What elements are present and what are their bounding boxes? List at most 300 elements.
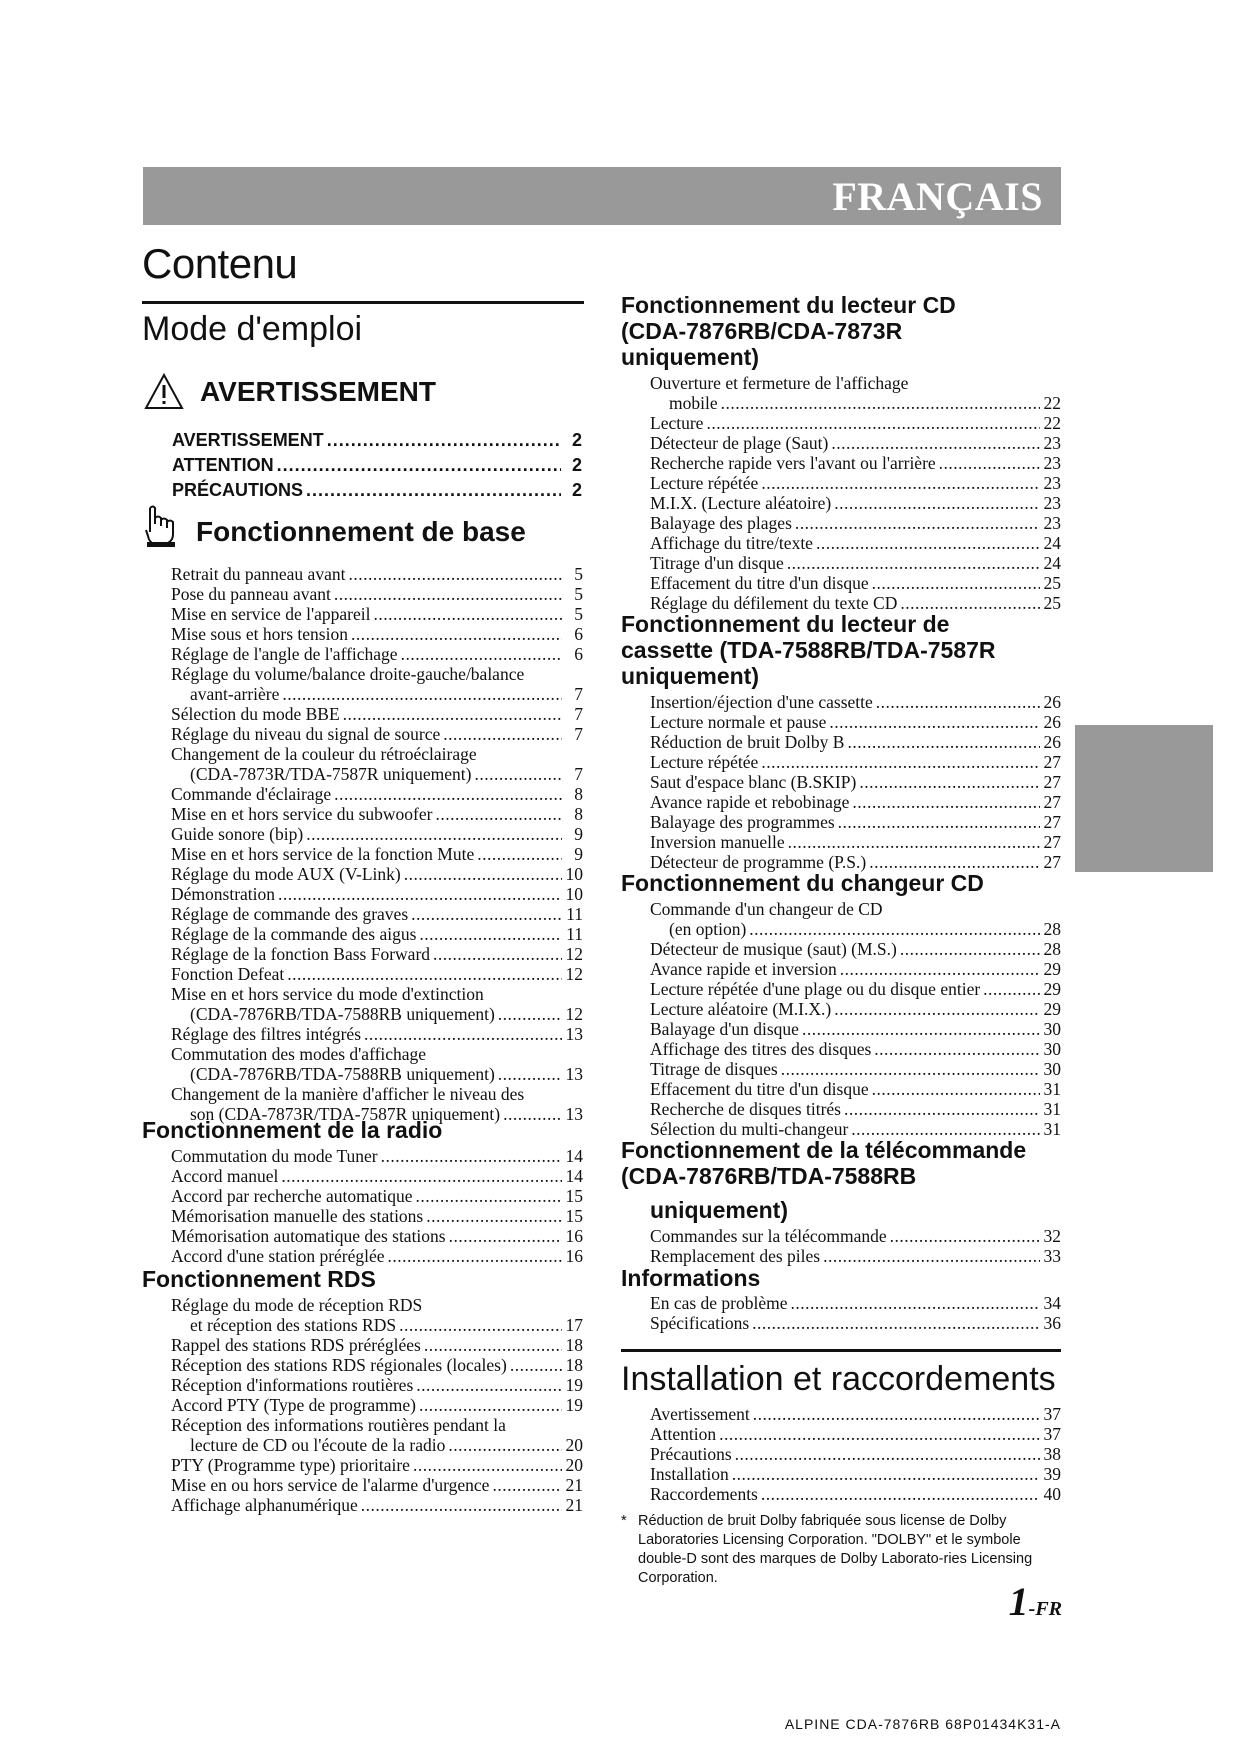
- section-heading-line: uniquement): [621, 344, 759, 370]
- toc-entry-line: Réglage du volume/balance droite-gauche/balance: [171, 664, 525, 684]
- toc-entry-label: Mise en et hors service du subwoofer: [171, 804, 433, 824]
- toc-entry: [650, 393, 1061, 413]
- footer-code: ALPINE CDA-7876RB 68P01434K31-A: [784, 1716, 1061, 1732]
- toc-leader-dots: [281, 1166, 562, 1186]
- toc-entry-label: Réglage de commande des graves: [171, 904, 409, 924]
- toc-leader-dots: [348, 564, 562, 584]
- toc-entry-page: 30: [1043, 1019, 1061, 1039]
- toc-entry: [650, 919, 1061, 939]
- toc-entry-page: 23: [1043, 493, 1061, 513]
- toc-leader-dots: [498, 1064, 562, 1084]
- toc-entry: [171, 904, 583, 924]
- toc-entry-label: Lecture aléatoire (M.I.X.): [650, 999, 832, 1019]
- toc-entry: [171, 704, 583, 724]
- toc-leader-dots: [719, 1424, 1040, 1444]
- toc-entry-page: 2: [571, 480, 582, 500]
- toc-entry: [650, 999, 1061, 1019]
- toc-entry: [650, 1099, 1061, 1119]
- toc-entry-label: Effacement du titre d'un disque: [650, 1079, 869, 1099]
- toc-entry: [650, 413, 1061, 433]
- toc-leader-dots: [838, 812, 1040, 832]
- toc-entry-page: 20: [565, 1455, 583, 1475]
- toc-entry-page: 12: [565, 944, 583, 964]
- toc-entry: [650, 692, 1061, 712]
- toc-entry: [171, 1455, 583, 1475]
- toc-entry-page: 15: [565, 1206, 583, 1226]
- toc-entry-page: 16: [565, 1246, 583, 1266]
- toc-leader-dots: [415, 1186, 562, 1206]
- toc-entry-page: 9: [574, 824, 583, 844]
- toc-entry-label: mobile: [669, 393, 718, 413]
- toc-entry: [171, 684, 583, 704]
- toc-entry-page: 5: [574, 604, 583, 624]
- toc-entry-line: Changement de la couleur du rétroéclairage: [171, 744, 477, 764]
- toc-entry-label: Détecteur de plage (Saut): [650, 433, 829, 453]
- toc-entry-label: Recherche rapide vers l'avant ou l'arrière: [650, 453, 936, 473]
- toc-entry-page: 17: [565, 1315, 583, 1335]
- info-heading: Informations: [621, 1265, 761, 1291]
- toc-entry-label: M.I.X. (Lecture aléatoire): [650, 493, 832, 513]
- toc-leader-dots: [732, 1464, 1040, 1484]
- toc-entry-page: 19: [565, 1395, 583, 1415]
- toc-entry-page: 13: [565, 1104, 583, 1124]
- cassette-list: [650, 692, 1061, 872]
- toc-entry: [650, 593, 1061, 613]
- warning-section: [144, 372, 584, 501]
- install-heading: Installation et raccordements: [621, 1360, 1056, 1398]
- toc-entry-page: 7: [574, 704, 583, 724]
- toc-entry-label: Insertion/éjection d'une cassette: [650, 692, 873, 712]
- toc-leader-dots: [411, 904, 562, 924]
- toc-entry-page: 30: [1043, 1039, 1061, 1059]
- toc-entry-label: Accord d'une station préréglée: [171, 1246, 385, 1266]
- toc-entry-label: (CDA-7873R/TDA-7587R uniquement): [190, 764, 472, 784]
- toc-leader-dots: [277, 455, 561, 476]
- toc-entry: [171, 624, 583, 644]
- toc-entry-page: 27: [1043, 832, 1061, 852]
- toc-entry-label: Avance rapide et inversion: [650, 959, 837, 979]
- toc-entry-page: 26: [1043, 732, 1061, 752]
- toc-entry: [650, 1119, 1061, 1139]
- toc-leader-dots: [424, 1335, 562, 1355]
- toc-entry: [650, 493, 1061, 513]
- warning-heading: AVERTISSEMENT: [200, 376, 436, 407]
- toc-entry: [171, 1495, 583, 1515]
- toc-leader-dots: [823, 1246, 1040, 1266]
- toc-entry: [171, 1146, 583, 1166]
- changer-heading: Fonctionnement du changeur CD: [621, 870, 984, 896]
- warning-triangle-icon: [144, 373, 184, 411]
- toc-entry: [650, 852, 1061, 872]
- toc-entry: [171, 824, 583, 844]
- toc-leader-dots: [788, 832, 1040, 852]
- toc-entry-label: Affichage du titre/texte: [650, 533, 813, 553]
- toc-entry-label: Lecture normale et pause: [650, 712, 827, 732]
- toc-entry: [171, 1475, 583, 1495]
- toc-entry-page: 23: [1043, 433, 1061, 453]
- toc-leader-dots: [474, 764, 562, 784]
- toc-entry-page: 13: [565, 1024, 583, 1044]
- toc-entry-page: 27: [1043, 852, 1061, 872]
- toc-entry-label: Titrage d'un disque: [650, 553, 784, 573]
- toc-leader-dots: [449, 1226, 562, 1246]
- toc-entry-line: Réception des informations routières pendant la: [171, 1415, 506, 1435]
- toc-entry: [650, 1079, 1061, 1099]
- dolby-footnote: [621, 1512, 1061, 1588]
- toc-entry-page: 34: [1043, 1293, 1061, 1313]
- toc-leader-dots: [381, 1146, 562, 1166]
- toc-entry: [650, 573, 1061, 593]
- toc-leader-dots: [761, 1484, 1040, 1504]
- toc-entry: [650, 553, 1061, 573]
- toc-entry-page: 12: [565, 964, 583, 984]
- toc-entry-page: 37: [1043, 1404, 1061, 1424]
- toc-leader-dots: [872, 573, 1040, 593]
- toc-entry: [650, 939, 1061, 959]
- remote-heading: [621, 1137, 1026, 1223]
- toc-entry: [171, 1435, 583, 1455]
- toc-entry-page: 23: [1043, 473, 1061, 493]
- toc-entry-page: 20: [565, 1435, 583, 1455]
- toc-entry-page: 29: [1043, 959, 1061, 979]
- toc-entry-label: Sélection du mode BBE: [171, 704, 340, 724]
- toc-entry-line: Réglage du mode de réception RDS: [171, 1295, 423, 1315]
- toc-leader-dots: [939, 453, 1040, 473]
- toc-entry-label: Attention: [650, 1424, 717, 1444]
- page-number-suffix: -FR: [1028, 1598, 1062, 1620]
- toc-entry-label: Balayage des programmes: [650, 812, 835, 832]
- toc-leader-dots: [791, 1293, 1040, 1313]
- toc-leader-dots: [278, 884, 562, 904]
- toc-entry-label: Remplacement des piles: [650, 1246, 821, 1266]
- section-heading-line: uniquement): [621, 663, 759, 689]
- toc-entry-page: 25: [1043, 593, 1061, 613]
- install-divider: [621, 1349, 1061, 1352]
- toc-entry-page: 7: [574, 684, 583, 704]
- toc-entry-page: 22: [1043, 393, 1061, 413]
- toc-entry: [650, 772, 1061, 792]
- toc-leader-dots: [900, 593, 1040, 613]
- toc-entry-page: 23: [1043, 453, 1061, 473]
- toc-entry-label: Réglage des filtres intégrés: [171, 1024, 362, 1044]
- toc-entry: [650, 792, 1061, 812]
- toc-entry-label: Lecture répétée: [650, 752, 759, 772]
- toc-leader-dots: [306, 480, 561, 501]
- toc-entry-label: AVERTISSEMENT: [172, 430, 324, 450]
- toc-leader-dots: [334, 584, 562, 604]
- toc-entry-label: Raccordements: [650, 1484, 758, 1504]
- toc-entry-page: 37: [1043, 1424, 1061, 1444]
- toc-entry-page: 11: [566, 924, 583, 944]
- toc-entry-label: Spécifications: [650, 1313, 750, 1333]
- toc-leader-dots: [433, 944, 562, 964]
- toc-entry: [171, 924, 583, 944]
- title-divider: [142, 301, 584, 304]
- toc-entry-label: Réglage du défilement du texte CD: [650, 593, 898, 613]
- toc-entry-page: 27: [1043, 772, 1061, 792]
- toc-entry: [171, 1226, 583, 1246]
- basic-section: [144, 508, 584, 548]
- toc-entry: [171, 604, 583, 624]
- toc-entry-label: Saut d'espace blanc (B.SKIP): [650, 772, 857, 792]
- toc-entry-label: Mémorisation automatique des stations: [171, 1226, 446, 1246]
- footnote-star: *: [621, 1513, 627, 1529]
- toc-entry-page: 5: [574, 564, 583, 584]
- toc-entry-label: ATTENTION: [172, 455, 274, 475]
- toc-leader-dots: [851, 1119, 1040, 1139]
- toc-entry-label: En cas de problème: [650, 1293, 788, 1313]
- toc-entry: [171, 1315, 583, 1335]
- toc-leader-dots: [721, 393, 1040, 413]
- toc-entry-page: 18: [565, 1335, 583, 1355]
- toc-entry: [171, 784, 583, 804]
- cassette-heading: [621, 611, 996, 689]
- toc-entry-label: Détecteur de programme (P.S.): [650, 852, 867, 872]
- toc-leader-dots: [787, 553, 1040, 573]
- toc-entry: [171, 1395, 583, 1415]
- toc-entry-page: 27: [1043, 752, 1061, 772]
- toc-entry-label: Titrage de disques: [650, 1059, 778, 1079]
- toc-leader-dots: [816, 533, 1040, 553]
- toc-entry-label: Sélection du multi-changeur: [650, 1119, 849, 1139]
- section-heading-line: (CDA-7876RB/TDA-7588RB: [621, 1163, 917, 1189]
- toc-leader-dots: [847, 732, 1040, 752]
- mode-title: Mode d'emploi: [142, 310, 363, 348]
- toc-entry-label: Accord PTY (Type de programme): [171, 1395, 416, 1415]
- toc-entry: [171, 1024, 583, 1044]
- toc-leader-dots: [840, 959, 1040, 979]
- toc-leader-dots: [364, 1024, 562, 1044]
- toc-entry: [650, 433, 1061, 453]
- toc-entry: [172, 451, 582, 476]
- toc-entry-label: Détecteur de musique (saut) (M.S.): [650, 939, 897, 959]
- toc-entry: [650, 979, 1061, 999]
- toc-leader-dots: [448, 1435, 562, 1455]
- toc-entry-page: 29: [1043, 979, 1061, 999]
- toc-entry-label: Recherche de disques titrés: [650, 1099, 841, 1119]
- toc-entry-page: 32: [1043, 1226, 1061, 1246]
- toc-entry-label: Réception des stations RDS régionales (locales): [171, 1355, 507, 1375]
- changer-list: [650, 899, 1061, 1139]
- toc-leader-dots: [752, 1313, 1040, 1333]
- toc-leader-dots: [852, 792, 1040, 812]
- toc-leader-dots: [761, 473, 1040, 493]
- toc-entry-label: Réception d'informations routières: [171, 1375, 414, 1395]
- toc-leader-dots: [388, 1246, 562, 1266]
- toc-entry-label: Installation: [650, 1464, 729, 1484]
- toc-entry: [171, 1004, 583, 1024]
- page-title: Contenu: [142, 240, 298, 287]
- toc-entry: [172, 476, 582, 501]
- toc-entry: [650, 1293, 1061, 1313]
- toc-entry-page: 31: [1043, 1119, 1061, 1139]
- page-number: [1009, 1578, 1062, 1625]
- toc-entry-page: 28: [1043, 939, 1061, 959]
- toc-entry-page: 40: [1043, 1484, 1061, 1504]
- toc-leader-dots: [876, 692, 1040, 712]
- toc-entry-page: 8: [574, 804, 583, 824]
- toc-leader-dots: [874, 1039, 1040, 1059]
- toc-leader-dots: [834, 999, 1040, 1019]
- toc-leader-dots: [477, 844, 562, 864]
- toc-entry: [650, 1226, 1061, 1246]
- toc-leader-dots: [419, 924, 562, 944]
- toc-entry-page: 14: [565, 1166, 583, 1186]
- toc-entry-label: Balayage des plages: [650, 513, 792, 533]
- toc-entry-line: Commutation des modes d'affichage: [171, 1044, 427, 1064]
- side-tab-marker: [1075, 725, 1213, 872]
- toc-entry-label: Fonction Defeat: [171, 964, 285, 984]
- toc-entry-page: 6: [574, 644, 583, 664]
- toc-entry-label: Accord manuel: [171, 1166, 279, 1186]
- toc-entry: [650, 1424, 1061, 1444]
- toc-leader-dots: [844, 1099, 1040, 1119]
- toc-entry-label: Affichage des titres des disques: [650, 1039, 872, 1059]
- toc-entry: [171, 944, 583, 964]
- toc-entry: [650, 1404, 1061, 1424]
- toc-entry-page: 39: [1043, 1464, 1061, 1484]
- toc-leader-dots: [443, 724, 562, 744]
- toc-entry-page: 23: [1043, 513, 1061, 533]
- toc-entry-page: 12: [565, 1004, 583, 1024]
- warning-list: [172, 426, 582, 501]
- toc-entry-label: Mise en service de l'appareil: [171, 604, 371, 624]
- toc-leader-dots: [869, 852, 1040, 872]
- toc-leader-dots: [327, 430, 561, 451]
- toc-leader-dots: [282, 684, 562, 704]
- toc-leader-dots: [343, 704, 562, 724]
- toc-leader-dots: [419, 1395, 562, 1415]
- cd-heading: [621, 292, 956, 370]
- cd-list: [650, 373, 1061, 613]
- toc-entry-page: 10: [565, 884, 583, 904]
- language-banner: [143, 167, 1061, 225]
- toc-entry: [650, 1059, 1061, 1079]
- toc-entry-label: Réglage du niveau du signal de source: [171, 724, 441, 744]
- toc-entry: [171, 1246, 583, 1266]
- toc-entry-page: 2: [571, 455, 582, 475]
- toc-leader-dots: [510, 1355, 562, 1375]
- toc-entry-page: 21: [565, 1475, 583, 1495]
- toc-entry-label: Rappel des stations RDS préréglées: [171, 1335, 421, 1355]
- toc-entry: [171, 804, 583, 824]
- toc-entry-label: PTY (Programme type) prioritaire: [171, 1455, 410, 1475]
- toc-entry-page: 25: [1043, 573, 1061, 593]
- toc-entry: [171, 844, 583, 864]
- toc-leader-dots: [706, 413, 1040, 433]
- toc-entry-page: 31: [1043, 1099, 1061, 1119]
- toc-entry-page: 27: [1043, 812, 1061, 832]
- toc-entry: [172, 426, 582, 451]
- toc-leader-dots: [749, 919, 1040, 939]
- toc-entry-label: (CDA-7876RB/TDA-7588RB uniquement): [190, 1064, 495, 1084]
- toc-entry-page: 11: [566, 904, 583, 924]
- toc-entry-label: Réglage de la fonction Bass Forward: [171, 944, 431, 964]
- toc-entry-page: 36: [1043, 1313, 1061, 1333]
- toc-entry: [171, 644, 583, 664]
- toc-leader-dots: [498, 1004, 562, 1024]
- toc-leader-dots: [983, 979, 1040, 999]
- toc-leader-dots: [503, 1104, 562, 1124]
- toc-leader-dots: [351, 624, 562, 644]
- basic-list: [171, 564, 583, 1124]
- toc-entry: [171, 884, 583, 904]
- toc-leader-dots: [334, 784, 562, 804]
- toc-entry: [171, 1375, 583, 1395]
- toc-entry-line: Changement de la manière d'afficher le niveau des: [171, 1084, 525, 1104]
- toc-entry-label: et réception des stations RDS: [190, 1315, 397, 1335]
- toc-leader-dots: [492, 1475, 562, 1495]
- info-list: [650, 1293, 1061, 1333]
- toc-entry-label: Accord par recherche automatique: [171, 1186, 413, 1206]
- toc-leader-dots: [802, 1019, 1040, 1039]
- toc-entry-label: Avance rapide et rebobinage: [650, 792, 850, 812]
- toc-entry: [171, 764, 583, 784]
- toc-entry: [650, 732, 1061, 752]
- toc-entry-page: 14: [565, 1146, 583, 1166]
- toc-entry-label: Mise sous et hors tension: [171, 624, 348, 644]
- toc-entry: [171, 1355, 583, 1375]
- section-heading-line: uniquement): [650, 1197, 788, 1223]
- toc-entry-page: 26: [1043, 712, 1061, 732]
- toc-entry-label: Avertissement: [650, 1404, 750, 1424]
- toc-leader-dots: [399, 1315, 562, 1335]
- toc-entry-page: 27: [1043, 792, 1061, 812]
- toc-leader-dots: [831, 433, 1040, 453]
- toc-leader-dots: [416, 1375, 562, 1395]
- section-heading-line: Fonctionnement de la télécommande: [621, 1137, 1027, 1163]
- rds-heading: Fonctionnement RDS: [142, 1266, 376, 1292]
- install-list: [650, 1404, 1061, 1504]
- toc-entry-page: 30: [1043, 1059, 1061, 1079]
- toc-entry: [171, 1206, 583, 1226]
- toc-entry-page: 8: [574, 784, 583, 804]
- toc-entry: [650, 812, 1061, 832]
- toc-entry: [650, 1019, 1061, 1039]
- toc-entry-label: Lecture répétée d'une plage ou du disque entier: [650, 979, 981, 999]
- section-heading-line: cassette (TDA-7588RB/TDA-7587R: [621, 637, 996, 663]
- toc-entry-page: 19: [565, 1375, 583, 1395]
- toc-entry: [650, 1313, 1061, 1333]
- toc-entry: [171, 564, 583, 584]
- toc-leader-dots: [287, 964, 562, 984]
- toc-entry-label: Réduction de bruit Dolby B: [650, 732, 845, 752]
- toc-entry: [650, 533, 1061, 553]
- toc-entry-label: Inversion manuelle: [650, 832, 785, 852]
- toc-entry: [650, 473, 1061, 493]
- toc-entry-page: 24: [1043, 533, 1061, 553]
- toc-leader-dots: [413, 1455, 562, 1475]
- toc-entry-page: 22: [1043, 413, 1061, 433]
- toc-entry: [171, 1186, 583, 1206]
- footnote-text: Réduction de bruit Dolby fabriquée sous license de Dolby Laboratories Licensing Corporation. "DOLBY" et le symbole double-D sont des marques de Dolby Laborato-ries Licensing Corporation.: [638, 1513, 1033, 1586]
- toc-leader-dots: [890, 1226, 1040, 1246]
- remote-list: [650, 1226, 1061, 1266]
- toc-entry-label: Mise en ou hors service de l'alarme d'urgence: [171, 1475, 490, 1495]
- toc-entry-page: 5: [574, 584, 583, 604]
- toc-entry: [171, 1166, 583, 1186]
- toc-entry-page: 16: [565, 1226, 583, 1246]
- toc-entry-label: Réglage du mode AUX (V-Link): [171, 864, 401, 884]
- toc-entry-page: 38: [1043, 1444, 1061, 1464]
- toc-entry-page: 31: [1043, 1079, 1061, 1099]
- toc-leader-dots: [753, 1404, 1040, 1424]
- toc-entry: [171, 864, 583, 884]
- hand-pointer-icon: [144, 504, 180, 548]
- toc-entry-label: Réglage de l'angle de l'affichage: [171, 644, 398, 664]
- toc-entry: [650, 712, 1061, 732]
- toc-entry-label: Affichage alphanumérique: [171, 1495, 358, 1515]
